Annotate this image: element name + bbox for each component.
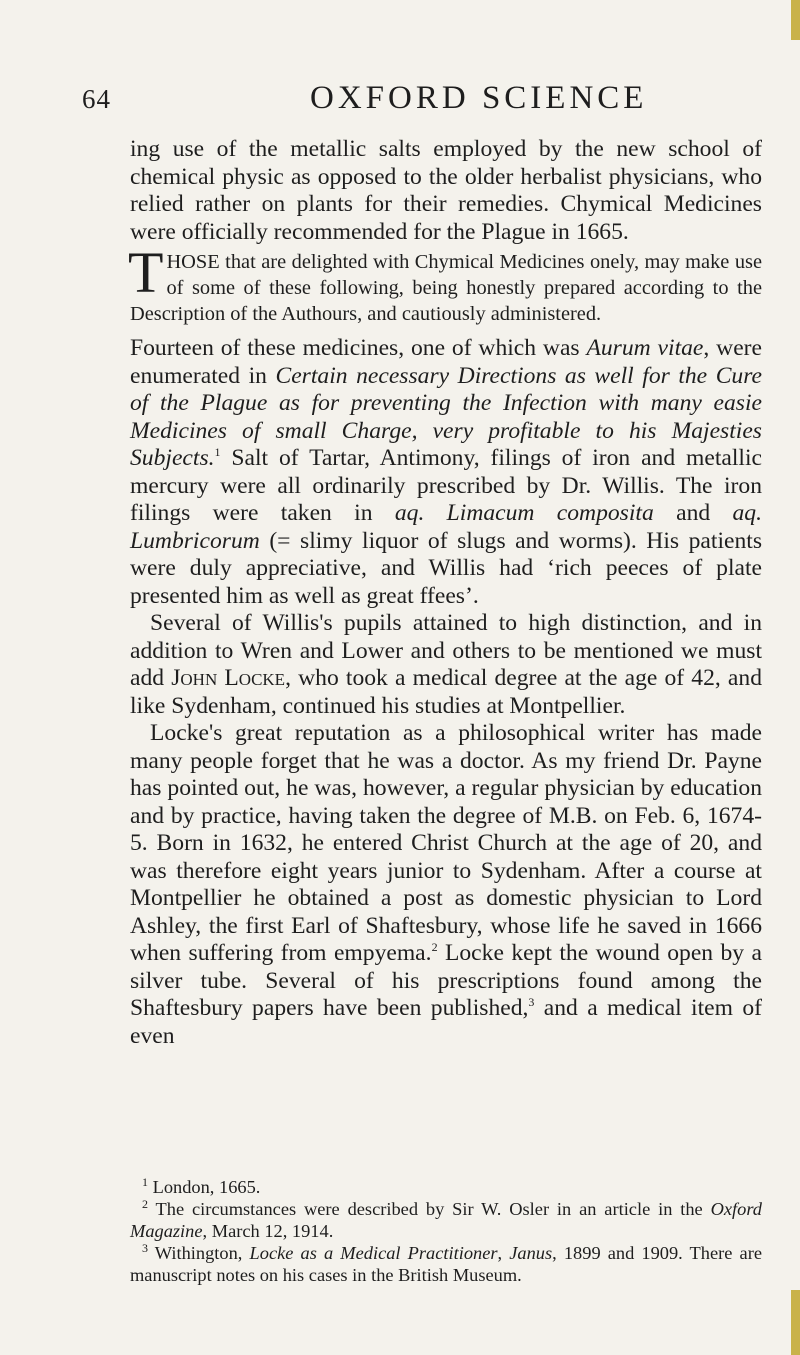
footnote-text: ,: [497, 1243, 510, 1263]
footnote-text: The circumstances were described by Sir W. Osler in an article in the: [148, 1199, 711, 1219]
footnote-mark: 3: [142, 1240, 148, 1255]
footnote: [130, 1242, 762, 1286]
footnote-text: , 1899 and 1909. There are manuscript notes on his cases in the British Museum.: [130, 1243, 762, 1285]
paragraph: [130, 335, 762, 610]
text-run: , who took a medical degree at the age of 42, and like Sydenham, continued his studies at Montpellier.: [130, 665, 762, 719]
text-run: Salt of Tartar, Antimony, filings of iron and metallic mercury were all ordinarily prescribed by Dr. Willis. The iron filings were taken in: [130, 445, 762, 526]
footnote-ref: 3: [528, 995, 535, 1010]
running-head: OXFORD SCIENCE: [310, 80, 648, 116]
text-run: (= slimy liquor of slugs and worms). His patients were duly appreciative, and Willis had ‘rich peeces of plate presented him as well as great ffees’.: [130, 527, 762, 609]
text-run: Fourteen of these medicines, one of which was: [130, 335, 587, 361]
page-number: 64: [82, 84, 111, 114]
paragraph: [130, 720, 762, 1050]
smallcaps-name: John Locke: [171, 665, 286, 691]
footnote: [130, 1176, 762, 1198]
text-run: Locke kept the wound open by a silver tube. Several of his prescriptions found among the Shaftesbury papers have been published,: [130, 940, 762, 1021]
text-run: , were enumerated in: [130, 335, 762, 389]
footnote-ref: 2: [431, 940, 438, 955]
italic-term: aq. Lumbricorum: [130, 500, 762, 554]
page-edge-mark: [791, 0, 800, 40]
footnote-mark: 1: [142, 1174, 148, 1189]
footnote-text: , March 12, 1914.: [202, 1221, 334, 1241]
italic-book-title: Certain necessary Directions as well for the Cure of the Plague as for preventing the Infection with many easie Medicines of small Charge, very profitable to his Majesties Subjects.: [130, 362, 762, 471]
italic-book-title: Locke as a Medical Practitioner: [249, 1243, 498, 1263]
italic-term: aq. Limacum composita: [394, 500, 654, 526]
italic-journal: Janus: [509, 1243, 553, 1263]
text-run: Locke's great reputation as a philosophical writer has made many people forget that he was a doctor. As my friend Dr. Payne has pointed out, he was, however, a regular physician by education and by practice, having taken the degree of M.B. on Feb. 6, 1674-5. Born in 1632, he entered Christ Church at the age of 20, and was therefore eight years junior to Sydenham. After a course at Montpellier he obtained a post as domestic physician to Lord Ashley, the first Earl of Shaftesbury, whose life he saved in 1666 when suffering from empyema.: [130, 720, 762, 966]
footnote-mark: 2: [142, 1196, 148, 1211]
italic-journal: Oxford Magazine: [130, 1199, 762, 1241]
text-run: Several of Willis's pupils attained to high distinction, and in addition to Wren and Lower and others to be mentioned we must add: [130, 610, 762, 691]
page-edge-mark: [791, 1290, 800, 1355]
text-run: and a medical item of even: [130, 995, 762, 1049]
body-text: [130, 136, 762, 1050]
text-run: and: [653, 500, 733, 526]
footnote-text: Withington,: [148, 1243, 250, 1263]
quotation-text: HOSE that are delighted with Chymical Medicines onely, may make use of some of these following, being honestly prepared according to the Description of the Authours, and cautiously administered.: [130, 251, 762, 325]
footnote-text: London, 1665.: [148, 1177, 261, 1197]
footnotes: [130, 1176, 762, 1286]
footnote-ref: 1: [214, 445, 221, 460]
quotation: [128, 240, 762, 327]
drop-cap: T: [128, 240, 164, 305]
paragraph: ing use of the metallic salts employed by the new school of chemical physic as opposed to the older herbalist physicians, who relied rather on plants for their remedies. Chymical Medicines were officially recommended for the Plague in 1665.: [130, 136, 762, 245]
italic-term: Aurum vitae: [586, 335, 704, 361]
paragraph: [130, 610, 762, 720]
footnote: [130, 1198, 762, 1242]
